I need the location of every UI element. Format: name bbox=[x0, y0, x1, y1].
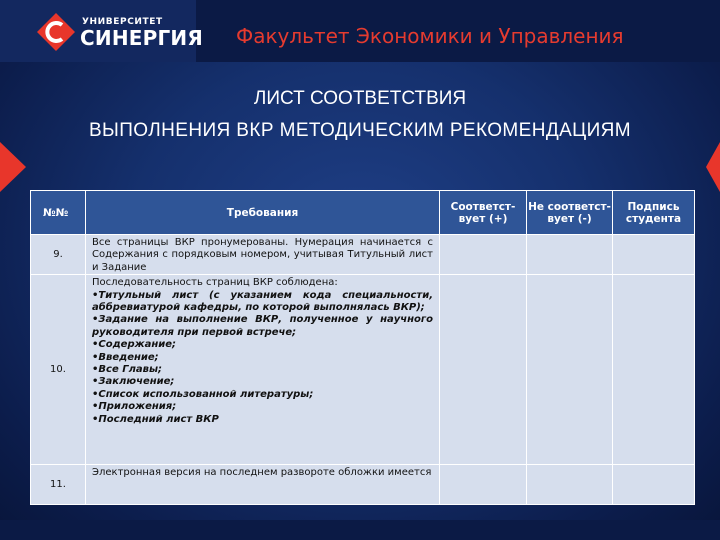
faculty-title: Факультет Экономики и Управления bbox=[236, 24, 624, 48]
not-complies-cell[interactable] bbox=[527, 275, 613, 465]
requirement-item: •Все Главы; bbox=[92, 364, 163, 376]
requirement-item: •Введение; bbox=[92, 351, 159, 363]
requirement-item: •Титульный лист (с указанием кода специальности, аббревиатурой кафедры, по которой выполнялась ВКР); bbox=[92, 289, 433, 314]
synergy-logo-icon bbox=[36, 12, 76, 52]
complies-cell[interactable] bbox=[440, 465, 527, 505]
header-requirements: Требования bbox=[86, 191, 440, 235]
not-complies-cell[interactable] bbox=[527, 465, 613, 505]
requirement-text bbox=[86, 465, 440, 505]
logo-area bbox=[0, 0, 203, 62]
logo-main-text: СИНЕРГИЯ bbox=[80, 26, 203, 50]
left-red-triangle bbox=[0, 142, 26, 192]
not-complies-cell[interactable] bbox=[527, 235, 613, 275]
table-row bbox=[31, 235, 695, 275]
requirement-item: •Задание на выполнение ВКР, полученное у научного руководителя при первой встрече; bbox=[92, 314, 433, 338]
row-number: 10. bbox=[31, 275, 86, 465]
row-number: 11. bbox=[31, 465, 86, 505]
signature-cell[interactable] bbox=[613, 275, 695, 465]
table-row bbox=[31, 465, 695, 505]
compliance-table bbox=[30, 190, 695, 505]
logo-top-text: УНИВЕРСИТЕТ bbox=[82, 17, 163, 27]
requirement-text bbox=[86, 235, 440, 275]
complies-cell[interactable] bbox=[440, 275, 527, 465]
footer-band bbox=[0, 520, 720, 540]
requirement-item: •Приложения; bbox=[92, 401, 177, 413]
page-title-line1: ЛИСТ СООТВЕТСТВИЯ bbox=[253, 88, 467, 109]
requirement-line: Электронная версия на последнем развороте обложки имеется bbox=[92, 467, 432, 479]
header-student-signature: Подпись студента bbox=[613, 191, 695, 235]
row-number: 9. bbox=[31, 235, 86, 275]
complies-cell[interactable] bbox=[440, 235, 527, 275]
signature-cell[interactable] bbox=[613, 235, 695, 275]
signature-cell[interactable] bbox=[613, 465, 695, 505]
right-red-triangle bbox=[706, 142, 720, 192]
requirement-item: •Последний лист ВКР bbox=[92, 413, 219, 425]
table-header-row bbox=[31, 191, 695, 235]
header-complies: Соответст-вует (+) bbox=[440, 191, 527, 235]
requirement-text bbox=[86, 275, 440, 465]
requirement-item: •Содержание; bbox=[92, 339, 177, 351]
page-title-line2: ВЫПОЛНЕНИЯ ВКР МЕТОДИЧЕСКИМ РЕКОМЕНДАЦИЯМ bbox=[88, 120, 632, 141]
header-num: №№ bbox=[31, 191, 86, 235]
table-row bbox=[31, 275, 695, 465]
header-not-complies: Не соответст-вует (-) bbox=[527, 191, 613, 235]
requirement-item: •Список использованной литературы; bbox=[92, 388, 314, 400]
requirement-item: •Заключение; bbox=[92, 376, 175, 388]
requirement-intro: Последовательность страниц ВКР соблюдена: bbox=[92, 277, 338, 289]
requirement-line: Все страницы ВКР пронумерованы. Нумерация начинается с Содержания с порядковым номером, учитывая Титульный лист и Задание bbox=[92, 237, 433, 273]
